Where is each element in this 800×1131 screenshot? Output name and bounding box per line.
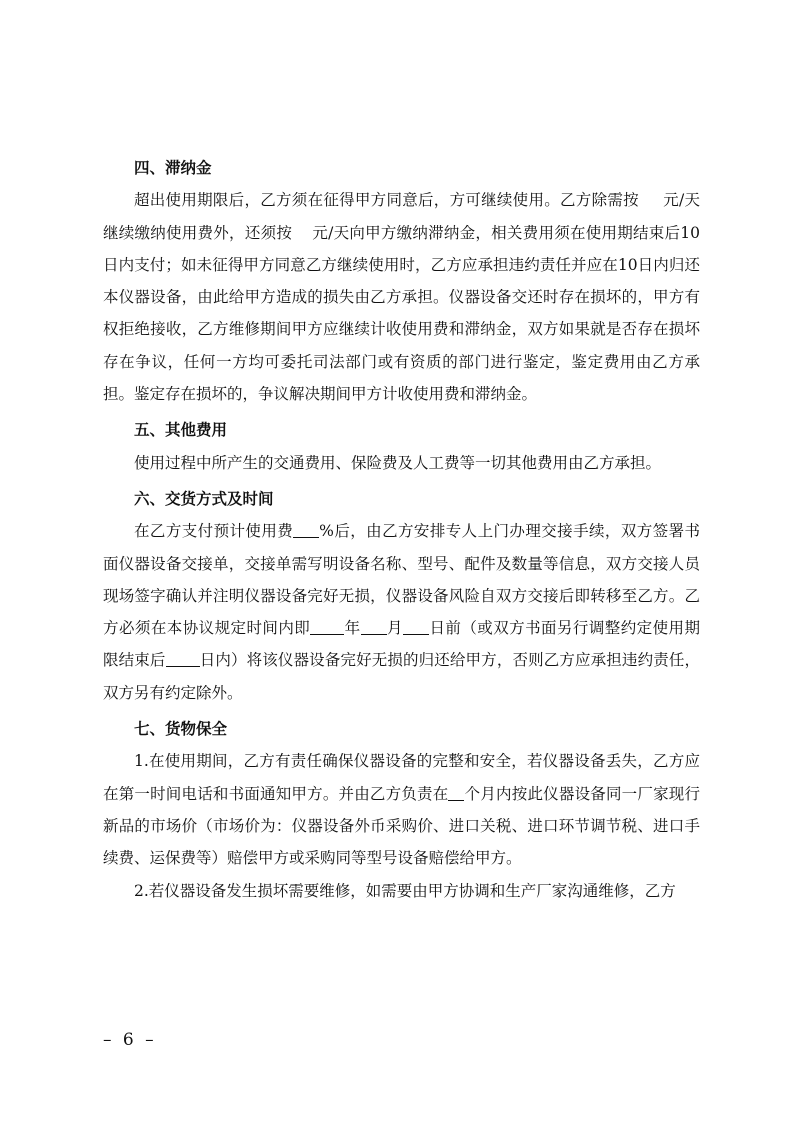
other-fees-paragraph: 使用过程中所产生的交通费用、保险费及人工费等一切其他费用由乙方承担。 [134, 453, 662, 472]
section-heading-preservation: 七、货物保全 [134, 720, 228, 739]
preservation-paragraph-2: 2.若仪器设备发生损坏需要维修，如需要由甲方协调和生产厂家沟通维修，乙方 [134, 881, 676, 900]
delivery-text-4: 日内）将该仪器设备完好无损的归还给甲方，否则乙方应承担违约责任，双方另有约定除外。 [103, 651, 700, 702]
delivery-text-1: 在乙方支付预计使用费 [134, 522, 294, 541]
fill-blank-day [403, 619, 429, 636]
delivery-text-2: %后，由乙方安排专人上门办理交接手续，双方签署书面仪器设备交接单，交接单需写明设备名称、型号、配件及数量等信息，双方交接人员现场签字确认并注明仪器设备完好无损，仪器设备风险自双方交接后即转移至乙方。乙方必须在本协议规定时间内即 [103, 522, 700, 638]
preservation-paragraph-1 [103, 745, 700, 874]
preservation-text-2: 个月内按此仪器设备同一厂家现行新品的市场价（市场价为：仪器设备外币采购价、进口关税、进口环节调节税、进口手续费、运保费等）赔偿甲方或采购同等型号设备赔偿给甲方。 [103, 784, 700, 868]
late-fee-text-2: 元/天继续缴纳使用费外，还须按 [103, 191, 700, 242]
late-fee-text-3: 元/天向甲方缴纳滞纳金，相关费用须在使用期结束后10日内支付；如未征得甲方同意乙方继续使用时，乙方应承担违约责任并应在10日内归还本仪器设备，由此给甲方造成的损失由乙方承担。仪器设备交还时存在损坏的，甲方有权拒绝接收，乙方维修期间甲方应继续计收使用费和滞纳金，双方如果就是否存在损坏存在争议，任何一方均可委托司法部门或有资质的部门进行鉴定，鉴定费用由乙方承担。鉴定存在损坏的，争议解决期间甲方计收使用费和滞纳金。 [103, 223, 700, 404]
delivery-year-label: 年 [344, 619, 361, 638]
delivery-paragraph [103, 515, 700, 709]
document-body [103, 152, 700, 907]
delivery-text-3: 日前（或双方书面另行调整约定使用期限结束后 [103, 619, 700, 670]
section-heading-delivery: 六、交货方式及时间 [134, 489, 274, 508]
late-fee-text-1: 超出使用期限后，乙方须在征得甲方同意后，方可继续使用。乙方除需按 [134, 191, 639, 210]
fill-blank-percent [293, 522, 319, 539]
fill-blank-month [361, 619, 387, 636]
delivery-month-label: 月 [386, 619, 403, 638]
section-heading-late-fee: 四、滞纳金 [134, 159, 212, 177]
fill-blank-months [448, 784, 464, 801]
fill-blank-year [310, 619, 344, 636]
preservation-text-1: 1.在使用期间，乙方有责任确保仪器设备的完整和安全，若仪器设备丢失，乙方应在第一时间电话和书面通知甲方。并由乙方负责在 [103, 752, 700, 803]
section-heading-other-fees: 五、其他费用 [134, 421, 228, 440]
fill-blank-days [166, 651, 200, 668]
late-fee-paragraph [103, 184, 700, 410]
page-number: – 6 – [103, 1030, 157, 1050]
